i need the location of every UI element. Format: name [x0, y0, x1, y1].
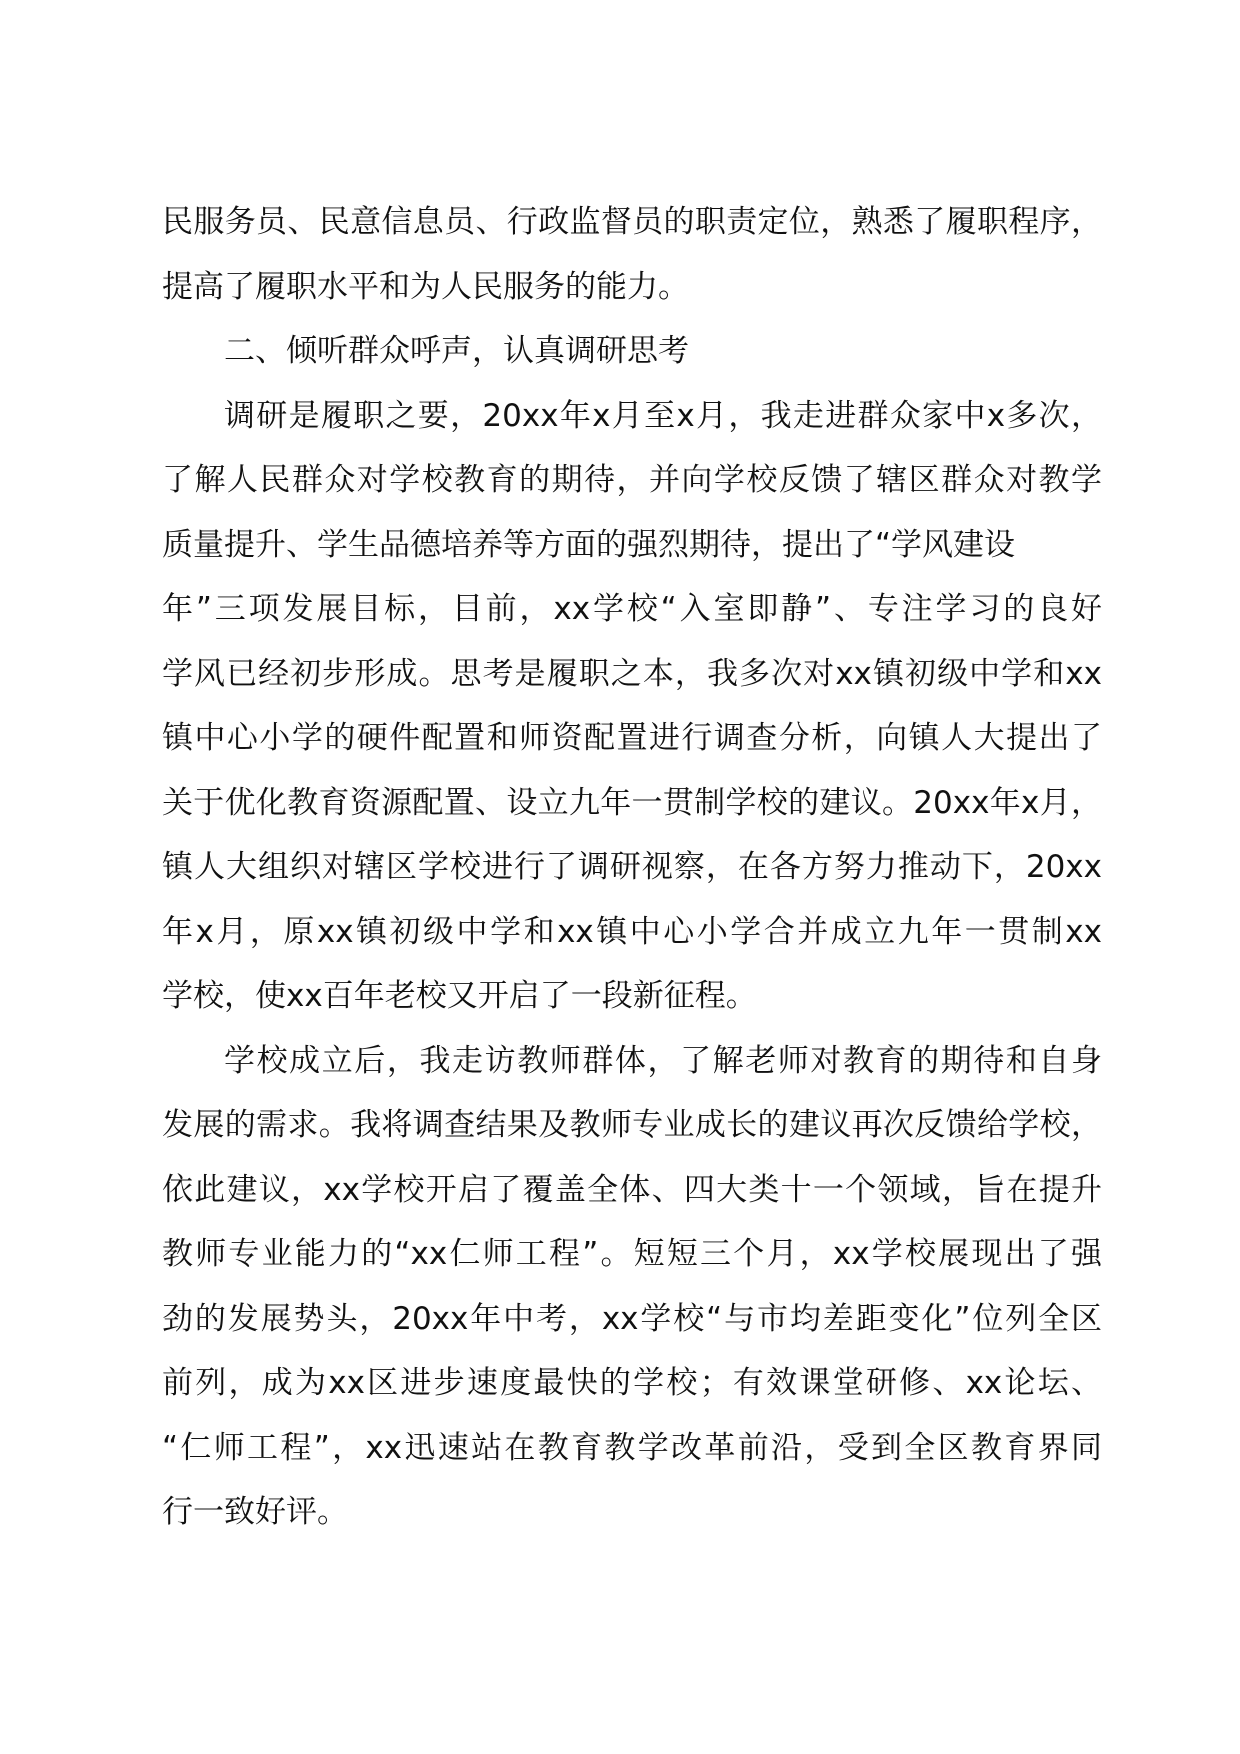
paragraph-line: 学校成立后，我走访教师群体，了解老师对教育的期待和自身	[224, 1042, 1102, 1079]
paragraph-line: 学风已经初步形成。思考是履职之本，我多次对xx镇初级中学和xx	[162, 655, 1102, 692]
paragraph-line: 民服务员、民意信息员、行政监督员的职责定位，熟悉了履职程序，	[162, 204, 1102, 240]
paragraph-line: 年”三项发展目标，目前，xx学校“入室即静”、专注学习的良好	[162, 591, 1102, 627]
document-body	[162, 190, 1102, 1545]
paragraph-line: 镇中心小学的硬件配置和师资配置进行调查分析，向镇人大提出了	[162, 720, 1102, 756]
section-heading: 二、倾听群众呼声，认真调研思考	[224, 333, 689, 369]
paragraph-line: “仁师工程”，xx迅速站在教育教学改革前沿，受到全区教育界同	[162, 1429, 1102, 1466]
paragraph-line: 教师专业能力的“xx仁师工程”。短短三个月，xx学校展现出了强	[162, 1236, 1102, 1272]
paragraph-line: 镇人大组织对辖区学校进行了调研视察，在各方努力推动下，20xx	[162, 849, 1102, 885]
paragraph-line: 前列，成为xx区进步速度最快的学校；有效课堂研修、xx论坛、	[162, 1365, 1102, 1401]
paragraph-line: 调研是履职之要，20xx年x月至x月，我走进群众家中x多次，	[224, 397, 1102, 434]
paragraph-line: 依此建议，xx学校开启了覆盖全体、四大类十一个领域，旨在提升	[162, 1171, 1102, 1208]
paragraph-line: 劲的发展势头，20xx年中考，xx学校“与市均差距变化”位列全区	[162, 1300, 1102, 1337]
paragraph-line: 学校，使xx百年老校又开启了一段新征程。	[162, 978, 757, 1014]
paragraph-line: 质量提升、学生品德培养等方面的强烈期待，提出了“学风建设	[162, 526, 1016, 563]
paragraph-line: 行一致好评。	[162, 1494, 348, 1530]
paragraph-line: 年x月，原xx镇初级中学和xx镇中心小学合并成立九年一贯制xx	[162, 913, 1102, 950]
paragraph-line: 了解人民群众对学校教育的期待，并向学校反馈了辖区群众对教学	[162, 462, 1102, 498]
paragraph-line: 发展的需求。我将调查结果及教师专业成长的建议再次反馈给学校，	[162, 1107, 1102, 1143]
paragraph-line: 关于优化教育资源配置、设立九年一贯制学校的建议。20xx年x月，	[162, 784, 1102, 821]
paragraph-line: 提高了履职水平和为人民服务的能力。	[162, 268, 689, 305]
